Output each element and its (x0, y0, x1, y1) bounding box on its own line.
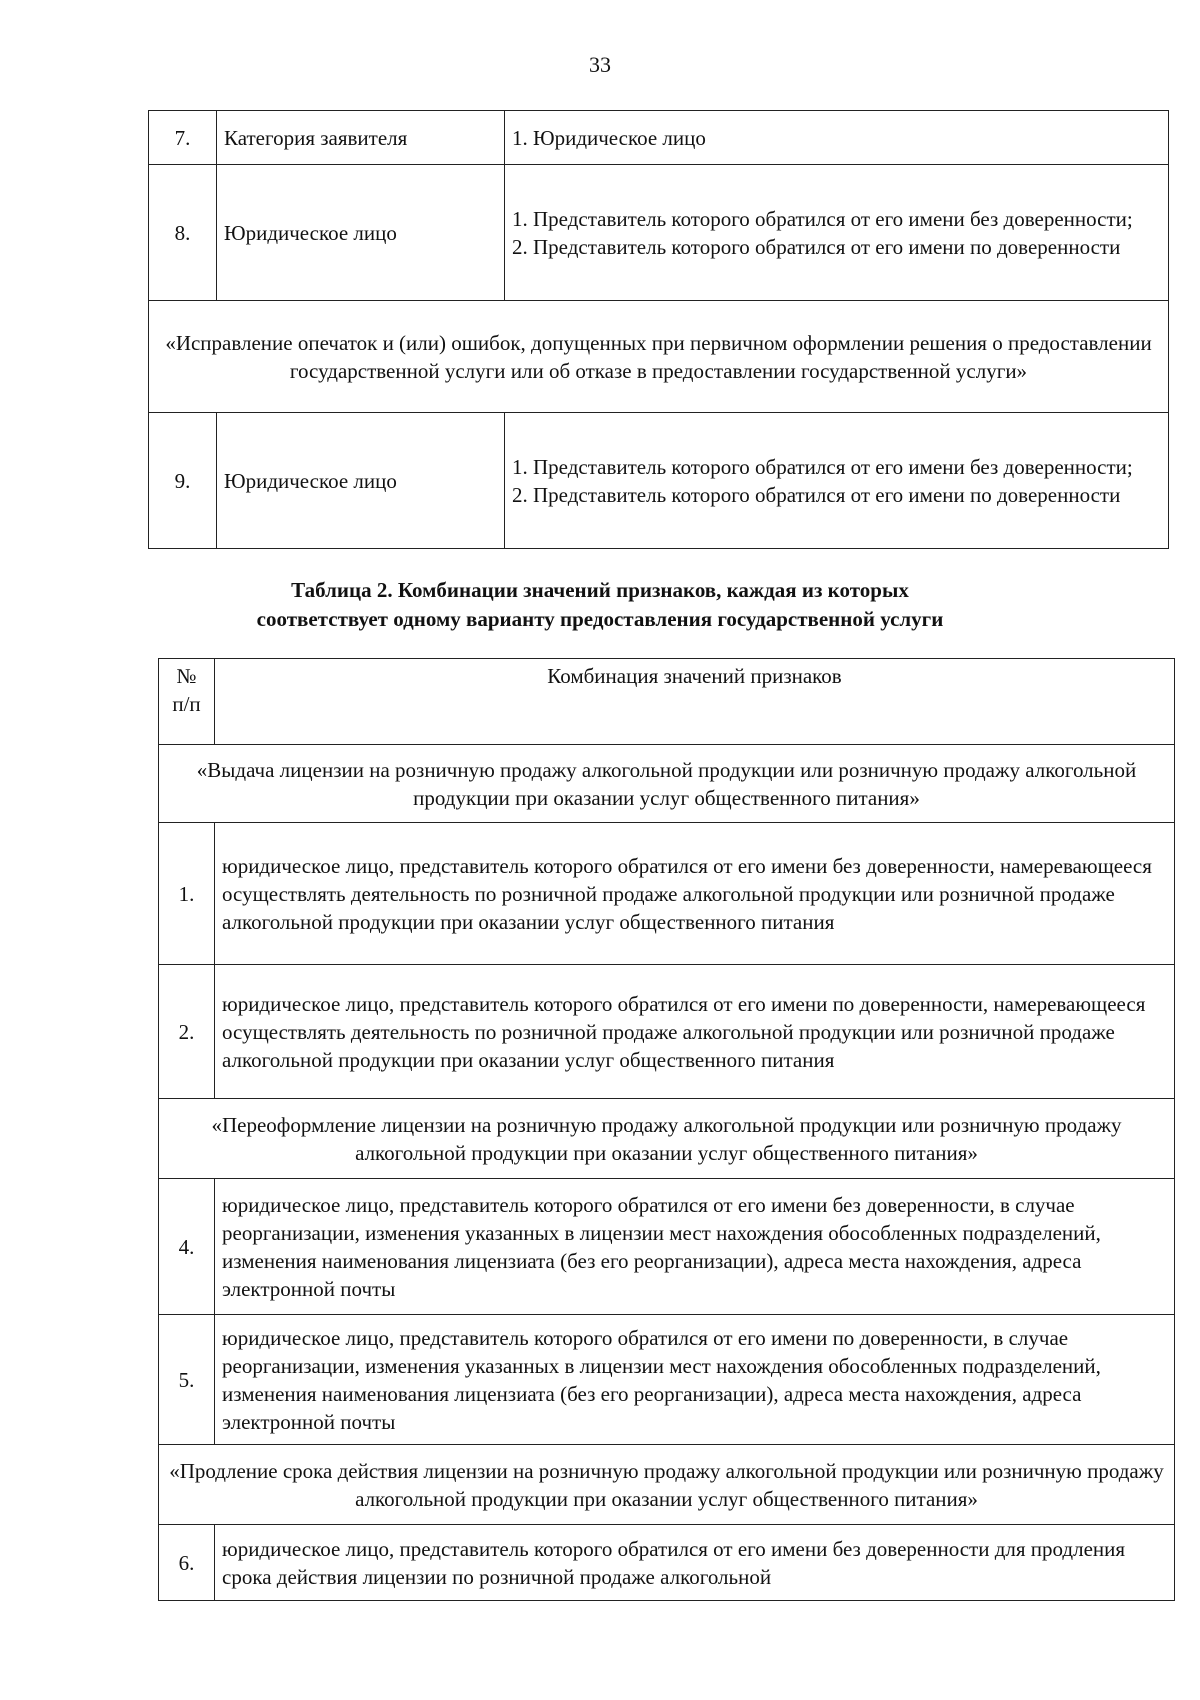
row-number: 2. (159, 965, 215, 1099)
feature-value: 1. Юридическое лицо (505, 111, 1169, 165)
row-number: 4. (159, 1179, 215, 1315)
row-number: 9. (149, 413, 217, 549)
table-row (149, 165, 1169, 301)
page-number: 33 (589, 52, 611, 77)
header-number: № п/п (159, 659, 215, 745)
section-row (159, 1099, 1175, 1179)
combination-text: юридическое лицо, представитель которого обратился от его имени по доверенности, намеревающееся осуществлять деятельность по розничной продаже алкогольной продукции или розничной продаже алкогольной продукции при оказании услуг общественного питания (215, 965, 1175, 1099)
section-row (159, 1445, 1175, 1525)
table-row (159, 823, 1175, 965)
combination-text: юридическое лицо, представитель которого обратился от его имени по доверенности, в случае реорганизации, изменения указанных в лицензии мест нахождения обособленных подразделений, изменения наименования лицензиата (без его реорганизации), адреса места нахождения, адреса электронной почты (215, 1315, 1175, 1445)
row-number: 6. (159, 1525, 215, 1601)
header-combination: Комбинация значений признаков (215, 659, 1175, 745)
combination-text: юридическое лицо, представитель которого обратился от его имени без доверенности, в случае реорганизации, изменения указанных в лицензии мест нахождения обособленных подразделений, изменения наименования лицензиата (без его реорганизации), адреса места нахождения, адреса электронной почты (215, 1179, 1175, 1315)
value-line: 1. Представитель которого обратился от его имени без доверенности; (512, 206, 1133, 231)
feature-name: Категория заявителя (217, 111, 505, 165)
section-title: «Выдача лицензии на розничную продажу алкогольной продукции или розничную продажу алкогольной продукции при оказании услуг общественного питания» (159, 745, 1175, 823)
table-2-title (0, 576, 1200, 634)
table-2-title-line: соответствует одному варианту предоставления государственной услуги (256, 607, 944, 631)
table-row (159, 1525, 1175, 1601)
table-row (159, 1315, 1175, 1445)
row-number: 8. (149, 165, 217, 301)
section-row (159, 745, 1175, 823)
table-row (159, 965, 1175, 1099)
table-row (159, 1179, 1175, 1315)
combinations-table (158, 658, 1175, 1601)
table-row (149, 111, 1169, 165)
feature-name: Юридическое лицо (217, 165, 505, 301)
row-number: 7. (149, 111, 217, 165)
section-row (149, 301, 1169, 413)
table-header-row (159, 659, 1175, 745)
section-title: «Переоформление лицензии на розничную продажу алкогольной продукции или розничную продажу алкогольной продукции при оказании услуг общественного питания» (159, 1099, 1175, 1179)
combination-text: юридическое лицо, представитель которого обратился от его имени без доверенности, намеревающееся осуществлять деятельность по розничной продаже алкогольной продукции или розничной продаже алкогольной продукции при оказании услуг общественного питания (215, 823, 1175, 965)
feature-value (505, 413, 1169, 549)
value-line: 1. Представитель которого обратился от его имени без доверенности; (512, 454, 1133, 479)
row-number: 1. (159, 823, 215, 965)
features-table (148, 110, 1169, 549)
feature-name: Юридическое лицо (217, 413, 505, 549)
table-2-title-line: Таблица 2. Комбинации значений признаков, каждая из которых (291, 578, 909, 602)
combination-text: юридическое лицо, представитель которого обратился от его имени без доверенности для продления срока действия лицензии по розничной продаже алкогольной (215, 1525, 1175, 1601)
section-title: «Продление срока действия лицензии на розничную продажу алкогольной продукции или розничную продажу алкогольной продукции при оказании услуг общественного питания» (159, 1445, 1175, 1525)
value-line: 2. Представитель которого обратился от его имени по доверенности (512, 482, 1121, 507)
section-title: «Исправление опечаток и (или) ошибок, допущенных при первичном оформлении решения о предоставлении государственной услуги или об отказе в предоставлении государственной услуги» (149, 301, 1169, 413)
row-number: 5. (159, 1315, 215, 1445)
feature-value (505, 165, 1169, 301)
value-line: 2. Представитель которого обратился от его имени по доверенности (512, 234, 1121, 259)
table-row (149, 413, 1169, 549)
